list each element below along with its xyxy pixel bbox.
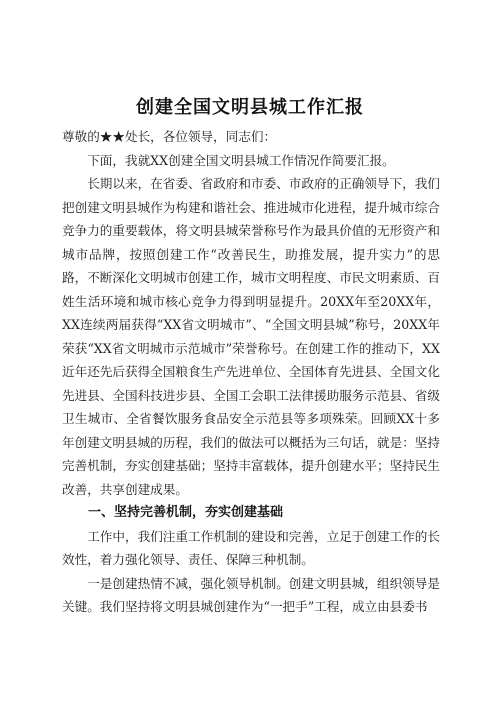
salutation: 尊敬的★★处长，各位领导，同志们： [62, 129, 277, 144]
section-heading: 一、坚持完善机制，夯实创建基础 [88, 505, 284, 520]
section-paragraph: 工作中，我们注重工作机制的建设和完善，立足于创建工作的长效性，着力强化领导、责任、保障三种机制。 [62, 528, 440, 567]
document-body [62, 125, 440, 619]
document-title: 创建全国文明县城工作汇报 [136, 97, 364, 118]
intro-paragraph: 下面，我就XX创建全国文明县城工作情况作简要汇报。 [87, 152, 395, 168]
section-paragraph: 一是创建热情不减，强化领导机制。创建文明县城，组织领导是关键。我们坚持将文明县城创建作为“一把手”工程，成立由县委书 [62, 575, 440, 614]
overview-paragraph: 长期以来，在省委、省政府和市委、市政府的正确领导下，我们把创建文明县城作为构建和谐社会、推进城市化进程，提升城市综合竞争力的重要载体，将文明县城荣誉称号作为最具价值的无形资产和城市品牌，按照创建工作“改善民生，助推发展，提升实力”的思路，不断深化文明城市创建工作，城市文明程度、市民文明素质、百姓生活环境和城市核心竞争力得到明显提升。20XX年至20XX年，XX连续两届获得“XX省文明城市”、“全国文明县城”称号，20XX年荣获“XX省文明城市示范城市”荣誉称号。在创建工作的推动下，XX近年还先后获得全国粮食生产先进单位、全国体育先进县、全国文化先进县、全国科技进步县、全国工会职工法律援助服务示范县、省级卫生城市、全省餐饮服务食品安全示范县等多项殊荣。回顾XX十多年创建文明县城的历程，我们的做法可以概括为三句话，就是：坚持完善机制，夯实创建基础；坚持丰富载体，提升创建水平；坚持民生改善，共享创建成果。 [62, 176, 440, 497]
